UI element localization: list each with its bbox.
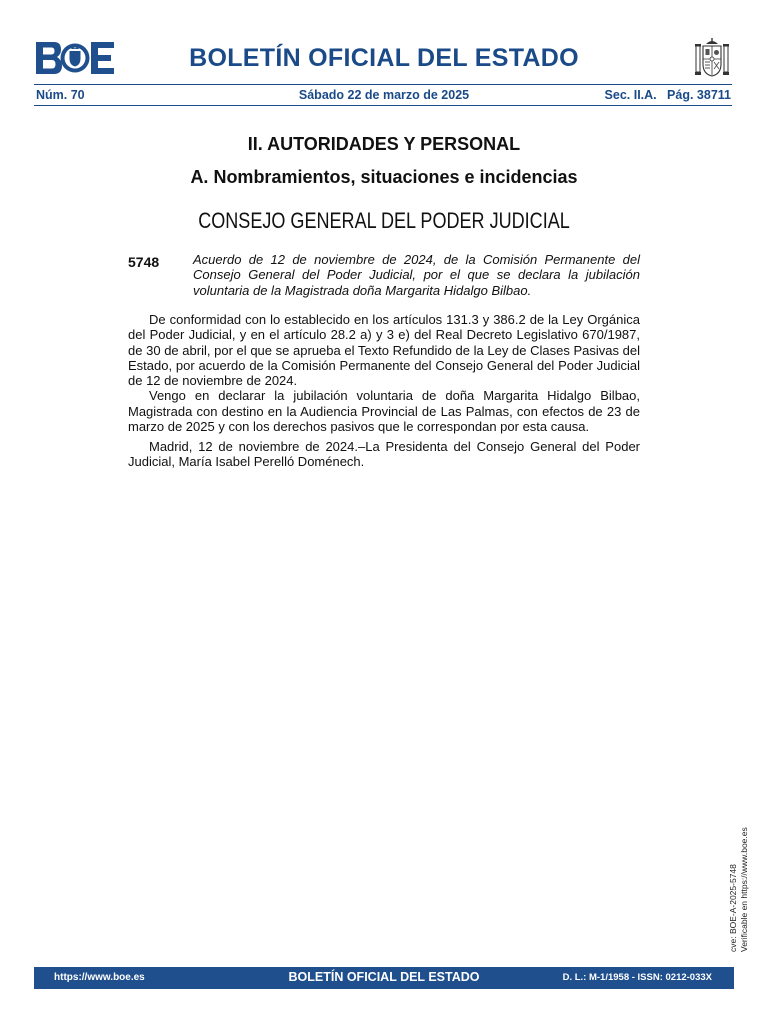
entry-number: 5748 xyxy=(128,254,160,270)
paragraph: Vengo en declarar la jubilación voluntaria de doña Margarita Hidalgo Bilbao, Magistrada con destino en la Audiencia Provincial de Las Palmas, con efectos de 23 de marzo de 2025 y con los derechos pasivos que le correspondan por esta causa. xyxy=(128,388,640,435)
header-rule-bottom xyxy=(34,105,732,106)
masthead-title: BOLETÍN OFICIAL DEL ESTADO xyxy=(189,44,579,72)
footer-url[interactable]: https://www.boe.es xyxy=(54,972,145,983)
entry-summary: Acuerdo de 12 de noviembre de 2024, de la Comisión Permanente del Consejo General del Poder Judicial, por el que se declara la jubilación voluntaria de la Magistrada doña Margarita Hidalgo Bilbao. xyxy=(193,252,640,298)
footer-bar xyxy=(34,967,734,989)
footer-legal: D. L.: M-1/1958 - ISSN: 0212-033X xyxy=(562,972,712,983)
signature-block xyxy=(128,439,640,470)
verification-link[interactable]: Verificable en https://www.boe.es xyxy=(738,827,749,952)
issue-date: Sábado 22 de marzo de 2025 xyxy=(298,88,470,102)
organ-title: CONSEJO GENERAL DEL PODER JUDICIAL xyxy=(198,208,570,233)
signature-paragraph: Madrid, 12 de noviembre de 2024.–La Presidenta del Consejo General del Poder Judicial, María Isabel Perelló Doménech. xyxy=(128,439,640,470)
header-rule-top xyxy=(34,84,732,85)
body-text xyxy=(128,312,640,434)
section-subtitle: A. Nombramientos, situaciones e incidencias xyxy=(190,167,578,187)
footer-title: BOLETÍN OFICIAL DEL ESTADO xyxy=(288,970,480,984)
boe-logo xyxy=(36,42,114,74)
section-page: Sec. II.A. Pág. 38711 xyxy=(604,88,731,102)
paragraph: De conformidad con lo establecido en los artículos 131.3 y 386.2 de la Ley Orgánica del Poder Judicial, y en el artículo 28.2 a) y 3 e) del Real Decreto Legislativo 670/1987, de 30 de abril, por el que se aprueba el Texto Refundido de la Ley de Clases Pasivas del Estado, por acuerdo de la Comisión Permanente del Consejo General del Poder Judicial de 12 de noviembre de 2024. xyxy=(128,312,640,389)
coat-of-arms-icon xyxy=(693,38,731,78)
issue-number: Núm. 70 xyxy=(36,88,85,102)
cve-code: cve: BOE-A-2025-5748 xyxy=(728,864,738,952)
section-title: II. AUTORIDADES Y PERSONAL xyxy=(247,134,521,154)
